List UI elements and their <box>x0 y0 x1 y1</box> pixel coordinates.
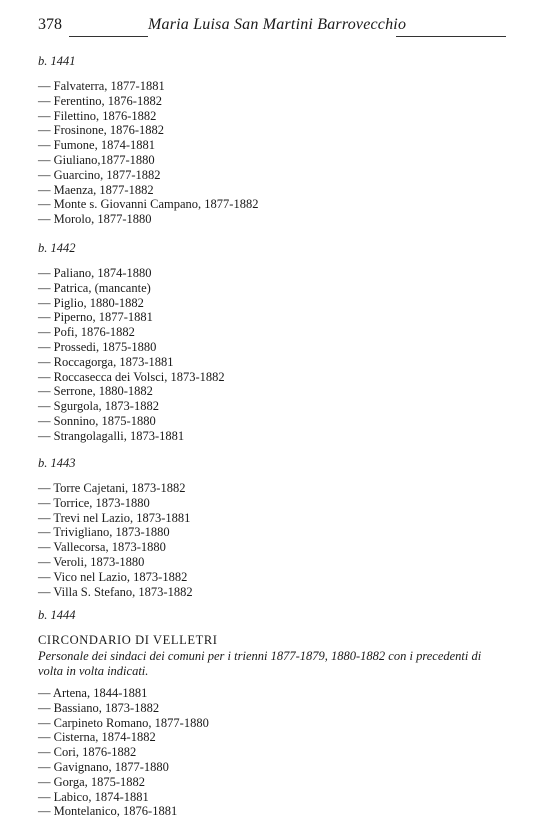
list-item: — Sgurgola, 1873-1882 <box>38 399 159 414</box>
circondario-heading: CIRCONDARIO DI VELLETRI <box>38 633 218 647</box>
list-item: — Filettino, 1876-1882 <box>38 108 157 123</box>
list-item: — Artena, 1844-1881 <box>38 686 148 700</box>
list-item: — Roccagorga, 1873-1881 <box>38 354 174 369</box>
busta-label: b. 1442 <box>38 241 76 255</box>
section-note: Personale dei sindaci dei comuni per i trienni 1877-1879, 1880-1882 con i precedenti di volta in volta indicati. <box>38 649 482 678</box>
list-item: — Fumone, 1874-1881 <box>38 138 156 153</box>
list-item: — Cori, 1876-1882 <box>38 745 137 760</box>
section-b-1444 <box>38 608 508 819</box>
list-item: — Bassiano, 1873-1882 <box>38 700 160 715</box>
list-item: — Villa S. Stefano, 1873-1882 <box>38 584 193 599</box>
list-item: — Veroli, 1873-1880 <box>38 554 145 569</box>
list-item: — Monte s. Giovanni Campano, 1877-1882 <box>38 197 259 212</box>
list-item: — Morolo, 1877-1880 <box>38 212 152 227</box>
list-item: — Montelanico, 1876-1881 <box>38 804 178 819</box>
list-item: — Serrone, 1880-1882 <box>38 384 153 399</box>
list-item: — Strangolagalli, 1873-1881 <box>38 428 185 443</box>
section-b-1441 <box>38 54 508 227</box>
list-item: — Paliano, 1874-1880 <box>38 266 152 280</box>
list-item: — Roccasecca dei Volsci, 1873-1882 <box>38 369 225 384</box>
list-item: — Vico nel Lazio, 1873-1882 <box>38 569 188 584</box>
page-number: 378 <box>38 16 62 33</box>
busta-label: b. 1444 <box>38 608 76 622</box>
list-item: — Prossedi, 1875-1880 <box>38 339 157 354</box>
list-item: — Ferentino, 1876-1882 <box>38 93 162 108</box>
list-item: — Piglio, 1880-1882 <box>38 295 144 310</box>
list-item: — Pofi, 1876-1882 <box>38 325 135 340</box>
list-item: — Piperno, 1877-1881 <box>38 310 153 325</box>
section-b-1442 <box>38 241 508 444</box>
list-item: — Sonnino, 1875-1880 <box>38 413 156 428</box>
list-item: — Carpineto Romano, 1877-1880 <box>38 715 209 730</box>
list-item: — Cisterna, 1874-1882 <box>38 730 156 745</box>
list-item: — Patrica, (mancante) <box>38 280 151 295</box>
header-rule-right <box>396 36 506 37</box>
list-item: — Labico, 1874-1881 <box>38 789 149 804</box>
busta-label: b. 1441 <box>38 54 76 68</box>
section-b-1443 <box>38 456 508 599</box>
busta-label: b. 1443 <box>38 456 76 470</box>
list-item: — Frosinone, 1876-1882 <box>38 123 165 138</box>
list-item: — Giuliano,1877-1880 <box>38 152 155 167</box>
list-item: — Gavignano, 1877-1880 <box>38 759 169 774</box>
list-item: — Trivigliano, 1873-1880 <box>38 525 170 540</box>
header-rule-left <box>69 36 148 37</box>
list-item: — Vallecorsa, 1873-1880 <box>38 540 166 555</box>
list-item: — Trevi nel Lazio, 1873-1881 <box>38 510 191 525</box>
list-item: — Torre Cajetani, 1873-1882 <box>38 481 186 495</box>
list-item: — Guarcino, 1877-1882 <box>38 167 161 182</box>
list-item: — Maenza, 1877-1882 <box>38 182 154 197</box>
list-item: — Falvaterra, 1877-1881 <box>38 79 165 93</box>
list-item: — Torrice, 1873-1880 <box>38 495 150 510</box>
page-header <box>38 16 506 38</box>
running-title: Maria Luisa San Martini Barrovecchio <box>148 16 407 33</box>
list-item: — Gorga, 1875-1882 <box>38 774 146 789</box>
